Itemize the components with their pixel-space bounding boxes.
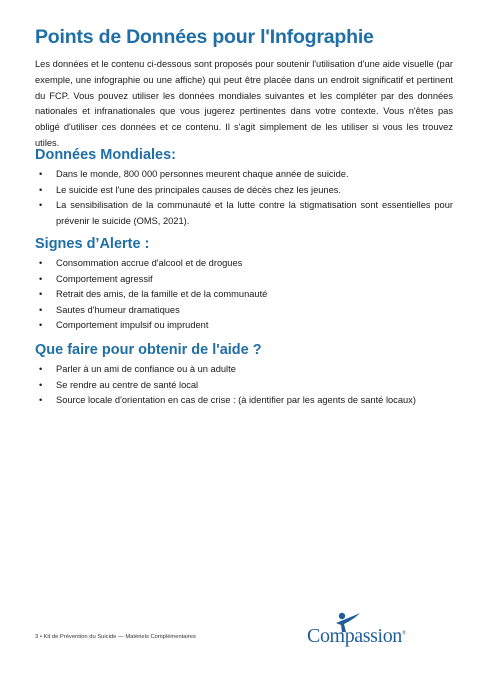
bullet-icon: • — [39, 184, 43, 195]
bullet-icon: • — [39, 289, 43, 300]
section-heading-warning-signs: Signes d’Alerte : — [35, 236, 150, 252]
bullet-icon: • — [39, 200, 43, 211]
bullet-icon: • — [39, 379, 43, 390]
intro-paragraph: Les données et le contenu ci-dessous sont proposés pour soutenir l'utilisation d'une aide visuelle (par exemple, une infographie ou une affiche) qui peut être placée dans un endroit significatif et pertinent du FCP. Vous pouvez utiliser les données mondiales suivantes et les compléter par des données nationales et infranationales que vous jugerez pertinentes dans votre contexte. Vous n'êtes pas obligé d'utiliser ces données et ce contenu. Il s'agit simplement de les utiliser si vous les trouvez utiles. — [35, 59, 453, 148]
section-heading-global-data: Données Mondiales: — [35, 147, 176, 163]
bullet-icon: • — [39, 169, 43, 179]
logo-wordmark: Compassion® — [307, 625, 407, 647]
bullet-icon: • — [39, 364, 43, 374]
list-item: • Consommation accrue d'alcool et de drogues — [35, 256, 453, 272]
list-item: • Parler à un ami de confiance ou à un adulte — [35, 362, 453, 378]
global-data-list — [35, 167, 453, 229]
bullet-icon: • — [39, 273, 43, 284]
bullet-icon: • — [39, 395, 43, 406]
section-heading-get-help: Que faire pour obtenir de l'aide ? — [35, 342, 262, 358]
list-item: • Le suicide est l'une des principales causes de décès chez les jeunes. — [35, 183, 453, 199]
list-item: • Comportement agressif — [35, 272, 453, 288]
list-item: • La sensibilisation de la communauté et la lutte contre la stigmatisation sont essentielles pour prévenir le suicide (OMS, 2021). — [39, 200, 453, 226]
warning-signs-list — [35, 256, 453, 334]
bullet-icon: • — [39, 258, 43, 268]
page-title: Points de Données pour l'Infographie — [35, 26, 374, 48]
page-footer: 3 • Kit de Prévention du Suicide — Matériels Complémentaires — [35, 634, 196, 640]
list-item: • Comportement impulsif ou imprudent — [35, 318, 453, 334]
list-item: • Sautes d'humeur dramatiques — [35, 303, 453, 319]
get-help-list — [35, 362, 453, 409]
list-item: • Retrait des amis, de la famille et de la communauté — [35, 287, 453, 303]
bullet-icon: • — [39, 320, 43, 331]
list-item: • Se rendre au centre de santé local — [35, 378, 453, 394]
list-item: • Source locale d'orientation en cas de crise : (à identifier par les agents de santé locaux) — [35, 393, 453, 409]
list-item: • Dans le monde, 800 000 personnes meurent chaque année de suicide. — [35, 167, 453, 183]
bullet-icon: • — [39, 304, 43, 315]
compassion-logo — [307, 611, 407, 651]
